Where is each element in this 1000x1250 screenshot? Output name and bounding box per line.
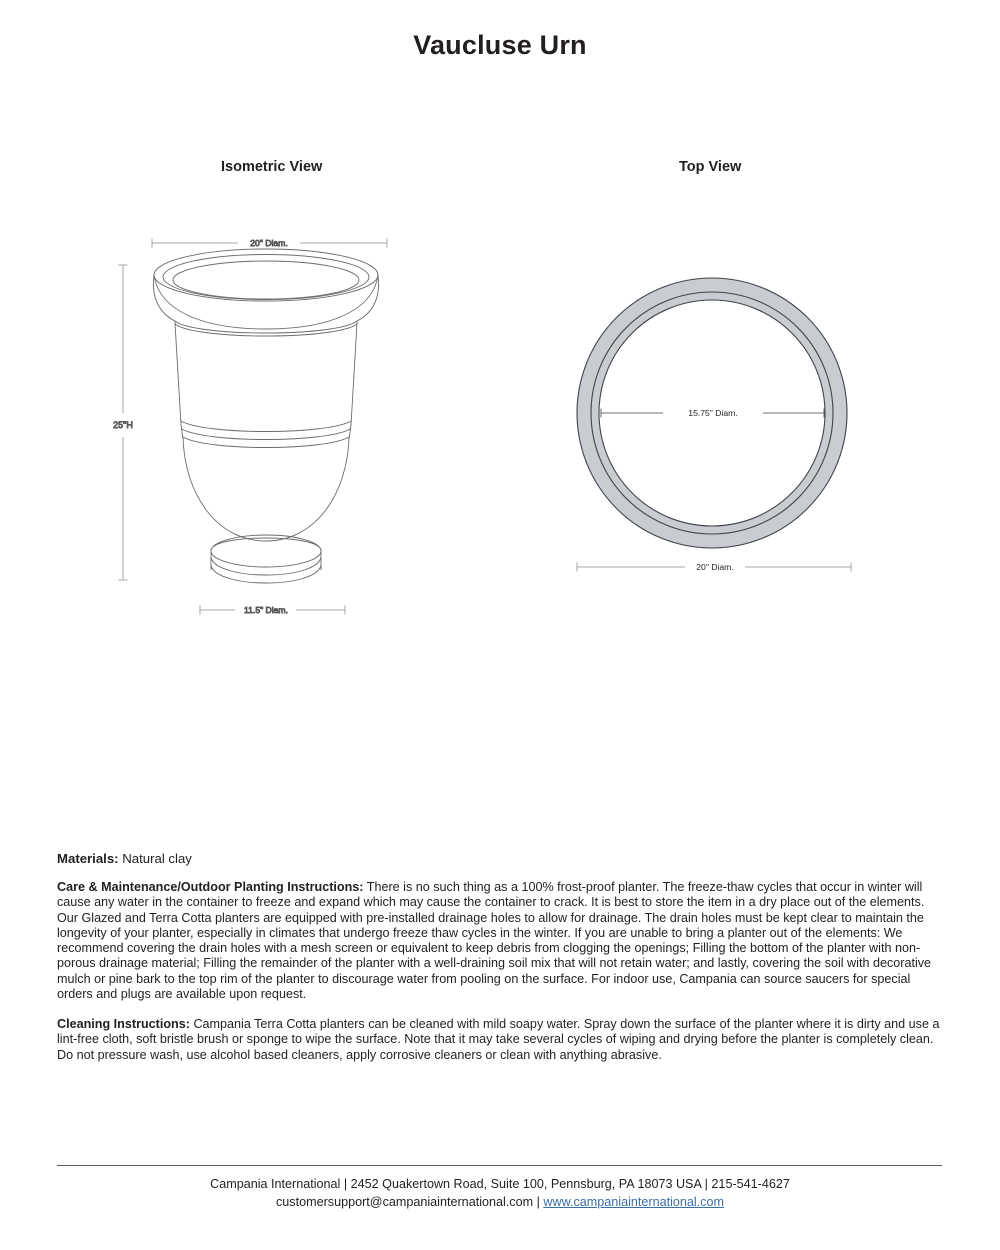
isometric-urn-svg: [95, 225, 425, 625]
cleaning-instructions-text: Campania Terra Cotta planters can be cleaned with mild soapy water. Spray down the surface of the planter where it is dirty and use a lint-free cloth, soft bristle brush or sponge to wipe the surface. Note that it may take several cycles of wiping and drying before the planter is completely clean. Do not pressure wash, use alcohol based cleaners, apply corrosive cleaners or clean with anything abrasive.: [57, 1017, 940, 1062]
footer-contact-line: [0, 1193, 1000, 1211]
care-instructions-block: [57, 880, 942, 1002]
isometric-view-drawing: [95, 225, 425, 625]
cleaning-instructions-label: Cleaning Instructions:: [57, 1017, 190, 1031]
footer-website-link[interactable]: www.campaniainternational.com: [543, 1195, 724, 1209]
footer-address-line: Campania International | 2452 Quakertown Road, Suite 100, Pennsburg, PA 18073 USA | 215-541-4627: [210, 1177, 790, 1191]
height-label: 25"H: [113, 420, 133, 430]
isometric-view-caption: Isometric View: [221, 159, 323, 175]
care-instructions-text: There is no such thing as a 100% frost-proof planter. The freeze-thaw cycles that occur in winter will cause any water in the container to freeze and expand which may cause the container to crack. It is best to store the item in a dry place out of the elements. Our Glazed and Terra Cotta planters are equipped with pre-installed drainage holes to allow for drainage. The drain holes must be kept clear to maintain the longevity of your planter, especially in climates that undergo freeze thaw cycles in the winter. If you are unable to bring a planter out of the elements: We recommend covering the drain holes with a mesh screen or equivalent to keep debris from clogging the openings; Filling the bottom of the planter with non-porous drainage material; Filling the remainder of the planter with a well-draining soil mix that will not retain water; and lastly, covering the soil with decorative mulch or pine bark to the top rim of the planter to discourage water from pooling on the surface. For indoor use, Campania can source saucers for special orders and plugs are available upon request.: [57, 880, 932, 1002]
footer-divider: [57, 1165, 942, 1166]
urn-outline: [153, 249, 378, 583]
top-view-svg: [555, 270, 875, 590]
top-view-drawing: [555, 270, 875, 590]
footer-email: customersupport@campaniainternational.com: [276, 1195, 534, 1209]
materials-value: Natural clay: [118, 851, 192, 866]
cleaning-instructions-block: [57, 1017, 942, 1063]
footer-separator: |: [533, 1195, 544, 1209]
inner-diameter-label: 15.75" Diam.: [688, 408, 738, 418]
page-title: Vaucluse Urn: [413, 30, 587, 60]
outer-diameter-label: 20" Diam.: [696, 562, 734, 572]
top-diameter-label: 20" Diam.: [250, 238, 288, 248]
materials-label: Materials:: [57, 851, 119, 866]
care-instructions-label: Care & Maintenance/Outdoor Planting Instructions:: [57, 880, 364, 894]
materials-line: [57, 850, 942, 867]
top-view-caption: Top View: [679, 159, 742, 175]
base-diameter-label: 11.5" Diam.: [244, 605, 288, 615]
footer: [0, 1175, 1000, 1211]
